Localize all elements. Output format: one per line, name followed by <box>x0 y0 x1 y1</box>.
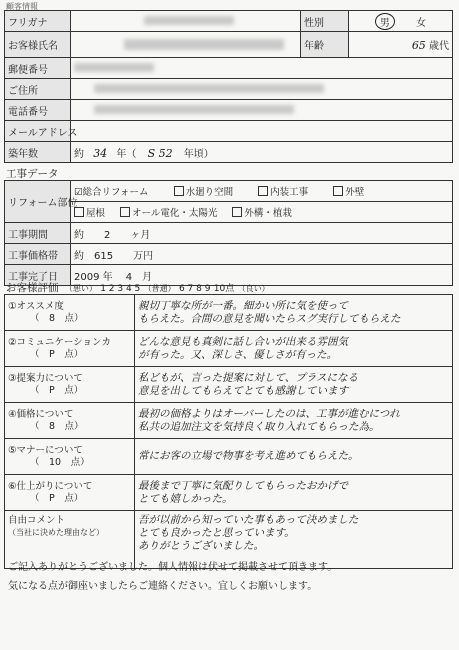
completion-label: 工事完了日 <box>5 265 71 286</box>
gender-female: 女 <box>416 17 427 29</box>
evaluation-table <box>4 294 453 569</box>
reform-options-row1 <box>71 181 453 202</box>
evaluation-section-title: お客様評価 <box>6 282 59 294</box>
free-comment-label: 自由コメント （当社に決めた理由など） <box>5 511 135 569</box>
address-value <box>71 79 453 100</box>
postal-value <box>71 58 453 79</box>
age-value-cell <box>349 32 453 58</box>
email-label: メールアドレス <box>5 121 71 142</box>
price-value: 約 615 万円 <box>71 244 453 265</box>
option-interior: 内装工事 <box>258 187 308 198</box>
period-value: 約 2 ヶ月 <box>71 223 453 244</box>
eval-comment-proposal: 私どもが、言った提案に対して、プラスになる 意見を出してもらえてとても感謝しています <box>135 367 453 403</box>
footer-line-1: ご記入ありがとうございました。個人情報は伏せて掲載させて頂きます。 <box>8 562 338 573</box>
scale-good: （良い） <box>237 284 270 293</box>
built-era: S 52 <box>147 146 173 160</box>
scale-numbers: 1 2 3 4 5 <box>100 284 141 294</box>
phone-value <box>71 100 453 121</box>
footer-line-2: 気になる点が御座いましたらご連絡ください。宜しくお願いします。 <box>8 581 318 592</box>
personal-info-table <box>4 10 453 163</box>
eval-comment-communication: どんな意見も真剣に話し合いが出来る雰囲気 が有った。又、深しさ、優しさが有った。 <box>135 331 453 367</box>
name-value <box>71 32 301 58</box>
scale-unit: 点 <box>225 284 235 294</box>
built-value: 約 34 年（ S 52 年頃） <box>71 142 453 163</box>
eval-item-price: ④価格について （ 8 点） <box>5 403 135 439</box>
option-landscaping: 外構・植栽 <box>232 208 292 219</box>
furigana-value <box>71 11 301 32</box>
period-label: 工事期間 <box>5 223 71 244</box>
scale-bad: （悪い） <box>64 284 97 293</box>
free-comment-value: 吾が以前から知っていた事もあって決めました とても良かったと思っています。 ありがとうございました。 <box>135 511 453 569</box>
reform-options-row2 <box>71 202 453 223</box>
eval-comment-manners: 常にお客の立場で物事を考え進めてもらえた。 <box>135 439 453 475</box>
eval-comment-price: 最初の価格よりはオーバーしたのは、工事が進むにつれ 私共の追加注文を気持良く取り入れてもらった為。 <box>135 403 453 439</box>
eval-item-recommend: ①オススメ度 （ 8 点） <box>5 295 135 331</box>
age-label: 年齢 <box>301 32 349 58</box>
option-exterior-wall: 外壁 <box>333 187 364 198</box>
option-roof: 屋根 <box>74 208 105 219</box>
furigana-label: フリガナ <box>5 11 71 32</box>
top-header: 顧客情報 <box>6 2 38 11</box>
age-unit: 歳代 <box>429 41 449 52</box>
work-section-title: 工事データ <box>6 168 59 180</box>
postal-label: 郵便番号 <box>5 58 71 79</box>
age-value: 65 <box>411 39 426 52</box>
scale-numbers2: 6 7 8 9 <box>178 284 211 294</box>
option-general-checked: ☑総合リフォーム <box>74 187 149 198</box>
scale-top: 10 <box>213 284 226 294</box>
reform-label: リフォーム部位 <box>5 181 71 223</box>
eval-item-proposal: ③提案力について （ P 点） <box>5 367 135 403</box>
address-label: ご住所 <box>5 79 71 100</box>
eval-comment-finish: 最後まで丁寧に気配りしてもらったおかげで とても嬉しかった。 <box>135 475 453 511</box>
gender-label: 性別 <box>301 11 349 32</box>
completion-value: 2009 年 4 月 <box>71 265 453 286</box>
gender-options <box>349 11 453 32</box>
price-label: 工事価格帯 <box>5 244 71 265</box>
eval-item-finish: ⑥仕上がりについて （ P 点） <box>5 475 135 511</box>
name-label: お客様氏名 <box>5 32 71 58</box>
work-data-table <box>4 180 453 286</box>
built-years: 34 <box>93 146 108 160</box>
scale-mid: （普通） <box>143 284 176 293</box>
evaluation-header <box>6 280 270 295</box>
option-electric-solar: オール電化・太陽光 <box>120 208 217 219</box>
email-value <box>71 121 453 142</box>
eval-comment-recommend: 親切丁寧な所が一番。細かい所に気を使って もらえた。合間の意見を聞いたらスグ実行してもらえた <box>135 295 453 331</box>
eval-item-manners: ⑤マナーについて （ 10 点） <box>5 439 135 475</box>
option-water: 水廻り空間 <box>174 187 234 198</box>
built-label: 築年数 <box>5 142 71 163</box>
gender-male-selected: 男 <box>375 13 395 30</box>
eval-item-communication: ②コミュニケーションカ （ P 点） <box>5 331 135 367</box>
phone-label: 電話番号 <box>5 100 71 121</box>
